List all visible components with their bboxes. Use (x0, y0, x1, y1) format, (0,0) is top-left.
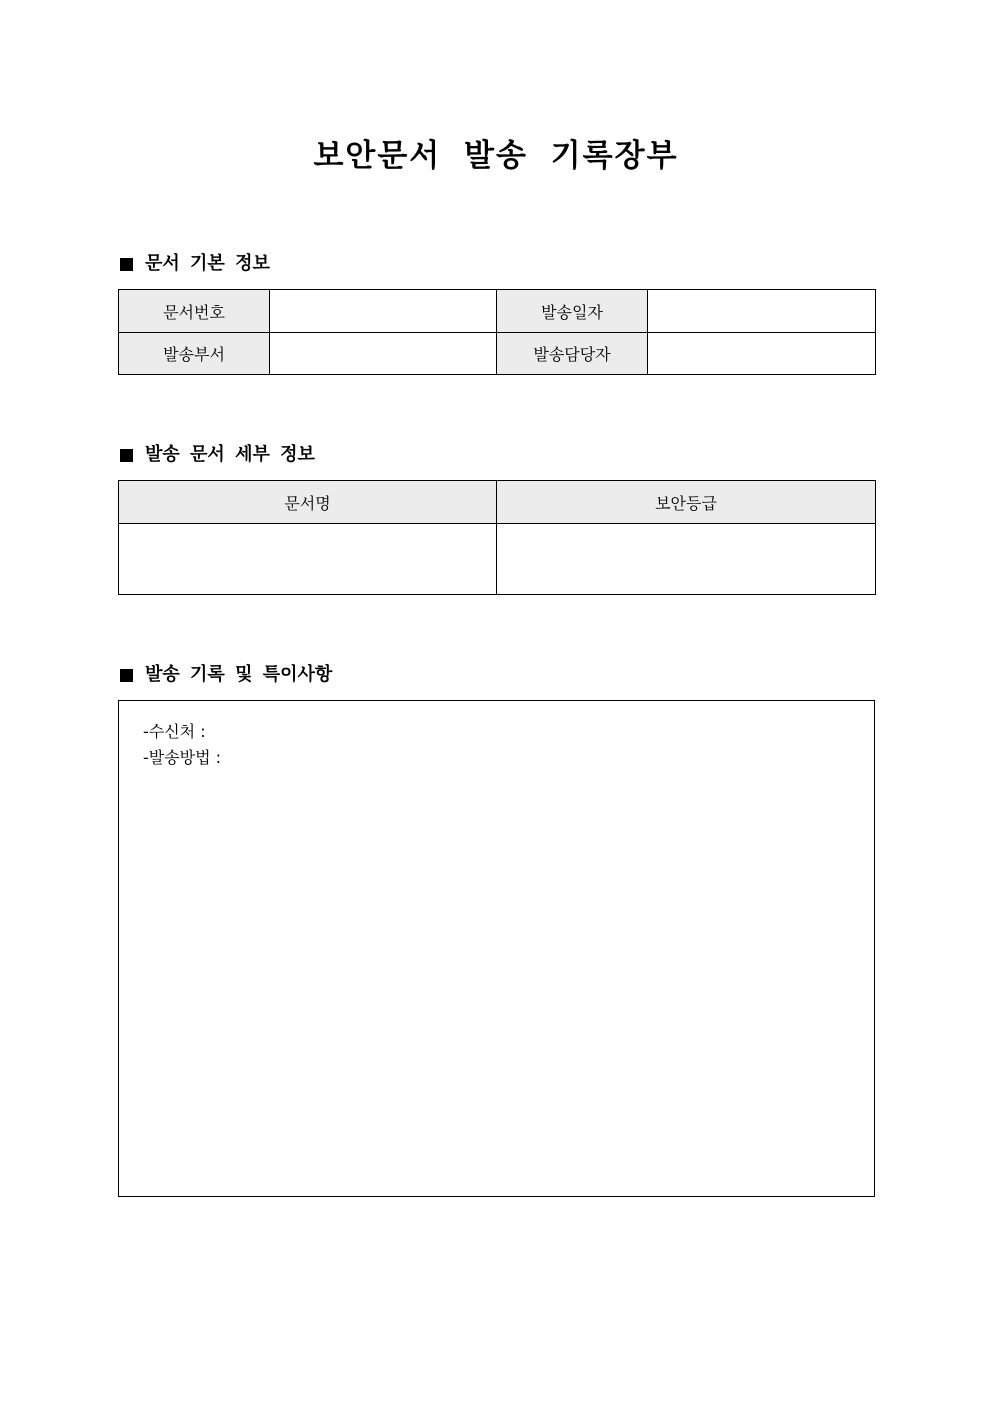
section-heading-label: 발송 기록 및 특이사항 (145, 664, 333, 685)
section-heading-label: 발송 문서 세부 정보 (145, 444, 315, 465)
send-date-label: 발송일자 (497, 290, 648, 333)
document-number-label: 문서번호 (119, 290, 270, 333)
basic-info-table (118, 289, 876, 375)
document-number-field[interactable] (270, 290, 497, 333)
table-row (119, 290, 876, 333)
document-name-label: 문서명 (119, 481, 497, 524)
send-department-field[interactable] (270, 333, 497, 375)
detail-info-table (118, 480, 876, 595)
document-name-field[interactable] (119, 524, 497, 595)
security-level-field[interactable] (497, 524, 876, 595)
table-row (119, 524, 876, 595)
send-department-label: 발송부서 (119, 333, 270, 375)
square-bullet-icon (120, 258, 133, 271)
section-heading-detail-info (118, 443, 315, 467)
document-title: 보안문서 발송 기록장부 (313, 138, 679, 174)
section-heading-basic-info (118, 252, 270, 276)
send-manager-field[interactable] (648, 333, 876, 375)
table-row (119, 481, 876, 524)
send-manager-label: 발송담당자 (497, 333, 648, 375)
table-row (119, 333, 876, 375)
security-level-label: 보안등급 (497, 481, 876, 524)
record-notes-box[interactable] (118, 700, 875, 1197)
section-heading-record-notes (118, 663, 332, 687)
square-bullet-icon (120, 449, 133, 462)
square-bullet-icon (120, 669, 133, 682)
send-date-field[interactable] (648, 290, 876, 333)
send-method-line: -발송방법 : (143, 748, 222, 767)
section-heading-label: 문서 기본 정보 (145, 253, 270, 274)
recipient-line: -수신처 : (143, 722, 206, 741)
